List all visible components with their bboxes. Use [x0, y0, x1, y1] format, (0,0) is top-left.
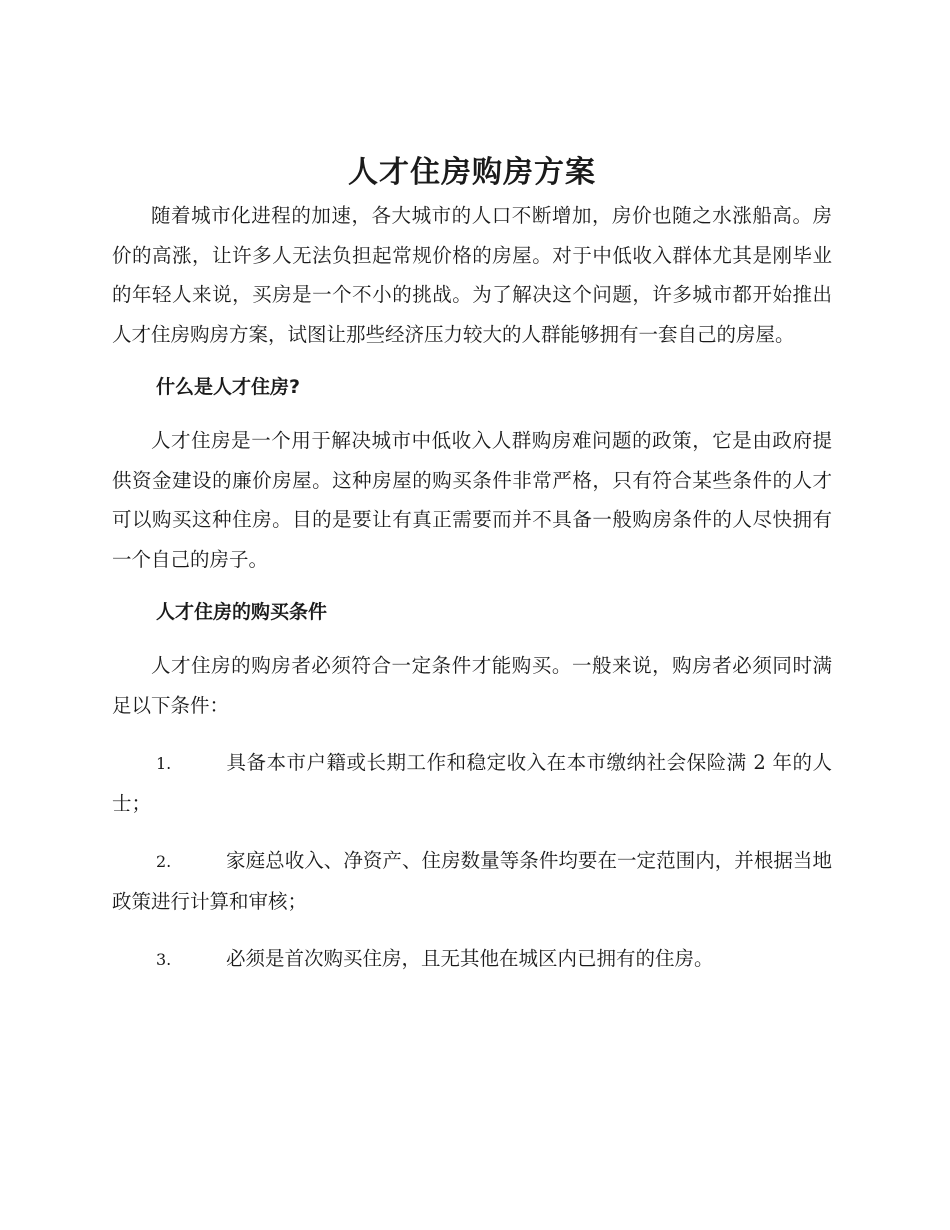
list-number: 2. [156, 852, 172, 871]
list-number: 1. [156, 754, 172, 773]
spacer [112, 632, 832, 646]
section-heading-conditions: 人才住房的购买条件 [156, 601, 328, 623]
list-item [112, 743, 832, 823]
section-body-conditions: 人才住房的购房者必须符合一定条件才能购买。一般来说，购房者必须同时满足以下条件： [112, 654, 832, 717]
spacer [112, 725, 832, 743]
list-text: 具备本市户籍或长期工作和稳定收入在本市缴纳社会保险满 2 年的人士； [112, 751, 832, 815]
list-item [112, 841, 832, 921]
list-text: 必须是首次购买住房，且无其他在城区内已拥有的住房。 [226, 947, 714, 970]
spacer [112, 823, 832, 841]
spacer [112, 354, 832, 368]
spacer [112, 579, 832, 593]
section-heading-what-is: 什么是人才住房? [156, 376, 301, 398]
document-title: 人才住房购房方案 [348, 155, 596, 190]
spacer [112, 407, 832, 421]
section-body-what-is: 人才住房是一个用于解决城市中低收入人群购房难问题的政策，它是由政府提供资金建设的廉价房屋。这种房屋的购买条件非常严格，只有符合某些条件的人才可以购买这种住房。目的是要让有真正需要而并不具备一般购房条件的人尽快拥有一个自己的房子。 [112, 429, 832, 571]
intro-paragraph: 随着城市化进程的加速，各大城市的人口不断增加，房价也随之水涨船高。房价的高涨，让许多人无法负担起常规价格的房屋。对于中低收入群体尤其是刚毕业的年轻人来说，买房是一个不小的挑战。为了解决这个问题，许多城市都开始推出人才住房购房方案，试图让那些经济压力较大的人群能够拥有一套自己的房屋。 [112, 204, 832, 346]
document-page [112, 150, 832, 980]
list-item [112, 939, 832, 980]
spacer [112, 921, 832, 939]
list-number: 3. [156, 950, 172, 969]
list-text: 家庭总收入、净资产、住房数量等条件均要在一定范围内，并根据当地政策进行计算和审核； [112, 849, 832, 913]
